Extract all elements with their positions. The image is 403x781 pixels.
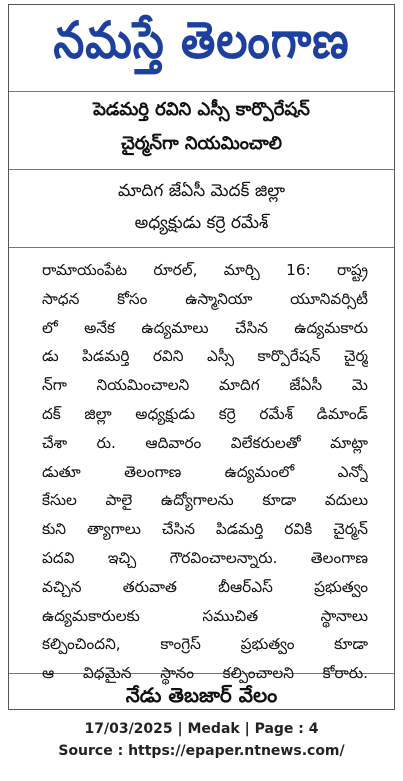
masthead-divider: [9, 91, 394, 92]
body-line: ఆ విధమైన స్థానం కల్పించాలని కోరారు.: [42, 664, 368, 683]
subhead-divider: [9, 247, 394, 248]
headline-divider: [9, 169, 394, 170]
subhead-line-2: అధ్యక్షుడు కర్రె రమేశ్: [134, 213, 269, 233]
body-line: ఉద్యమకారులకు సముచిత స్థానాలు: [42, 606, 368, 625]
body-line: చేశా రు. ఆదివారం విలేకరులతో మాట్లా: [42, 433, 368, 452]
body-line: లో అనేక ఉద్యమాలు చేసిన ఉద్యమకారు: [42, 318, 368, 337]
newspaper-masthead: నమస్తే తెలంగాణ: [53, 11, 350, 71]
body-line: రామాయంపేట రూరల్, మార్చి 16: రాష్ట్ర: [42, 261, 368, 279]
source-url: Source : https://epaper.ntnews.com/: [58, 743, 345, 759]
body-line: డుతూ తెలంగాణ ఉద్యమంలో ఎన్నో: [42, 462, 368, 481]
subhead-line-1: మాదిగ జేఏసీ మెదక్ జిల్లా: [117, 181, 286, 201]
headline-line-2: చైర్మన్‌గా నియమించాలి: [121, 133, 282, 154]
body-line: దక్ జిల్లా అధ్యక్షుడు కర్రె రమేశ్ డిమాండ్: [42, 404, 368, 423]
body-line: సాధన కోసం ఉస్మానియా యూనివర్సిటీ: [42, 289, 368, 308]
edition-info: 17/03/2025 | Medak | Page : 4: [84, 721, 319, 737]
body-line: కల్పించిందని, కాంగ్రెస్ ప్రభుత్వం కూడా: [42, 635, 368, 654]
body-line: కుని త్యాగాలు చేసిన పిడమర్తి రవికి చైర్మన్: [42, 520, 368, 539]
body-line: డు పిడమర్తి రవిని ఎస్సీ కార్పొరేషన్ చైర్మ: [42, 347, 368, 366]
body-line: పదవి ఇచ్చి గౌరవించాలన్నారు. తెలంగాణ: [42, 548, 368, 567]
headline-line-1: పెడమర్తి రవిని ఎస్సీ కార్పొరేషన్: [93, 99, 310, 120]
next-article-headline: నేడు తెబజార్ వేలం: [125, 683, 278, 707]
body-line: న్‌గా నియమించాలని మాదిగ జేఏసీ మె: [42, 376, 368, 395]
body-line: కేసుల పాలై ఉద్యోగాలను కూడా వదులు: [42, 491, 368, 510]
article-body: [42, 256, 368, 688]
body-line: వచ్చిన తరువాత బీఆర్‌ఎస్ ప్రభుత్వం: [42, 577, 368, 596]
